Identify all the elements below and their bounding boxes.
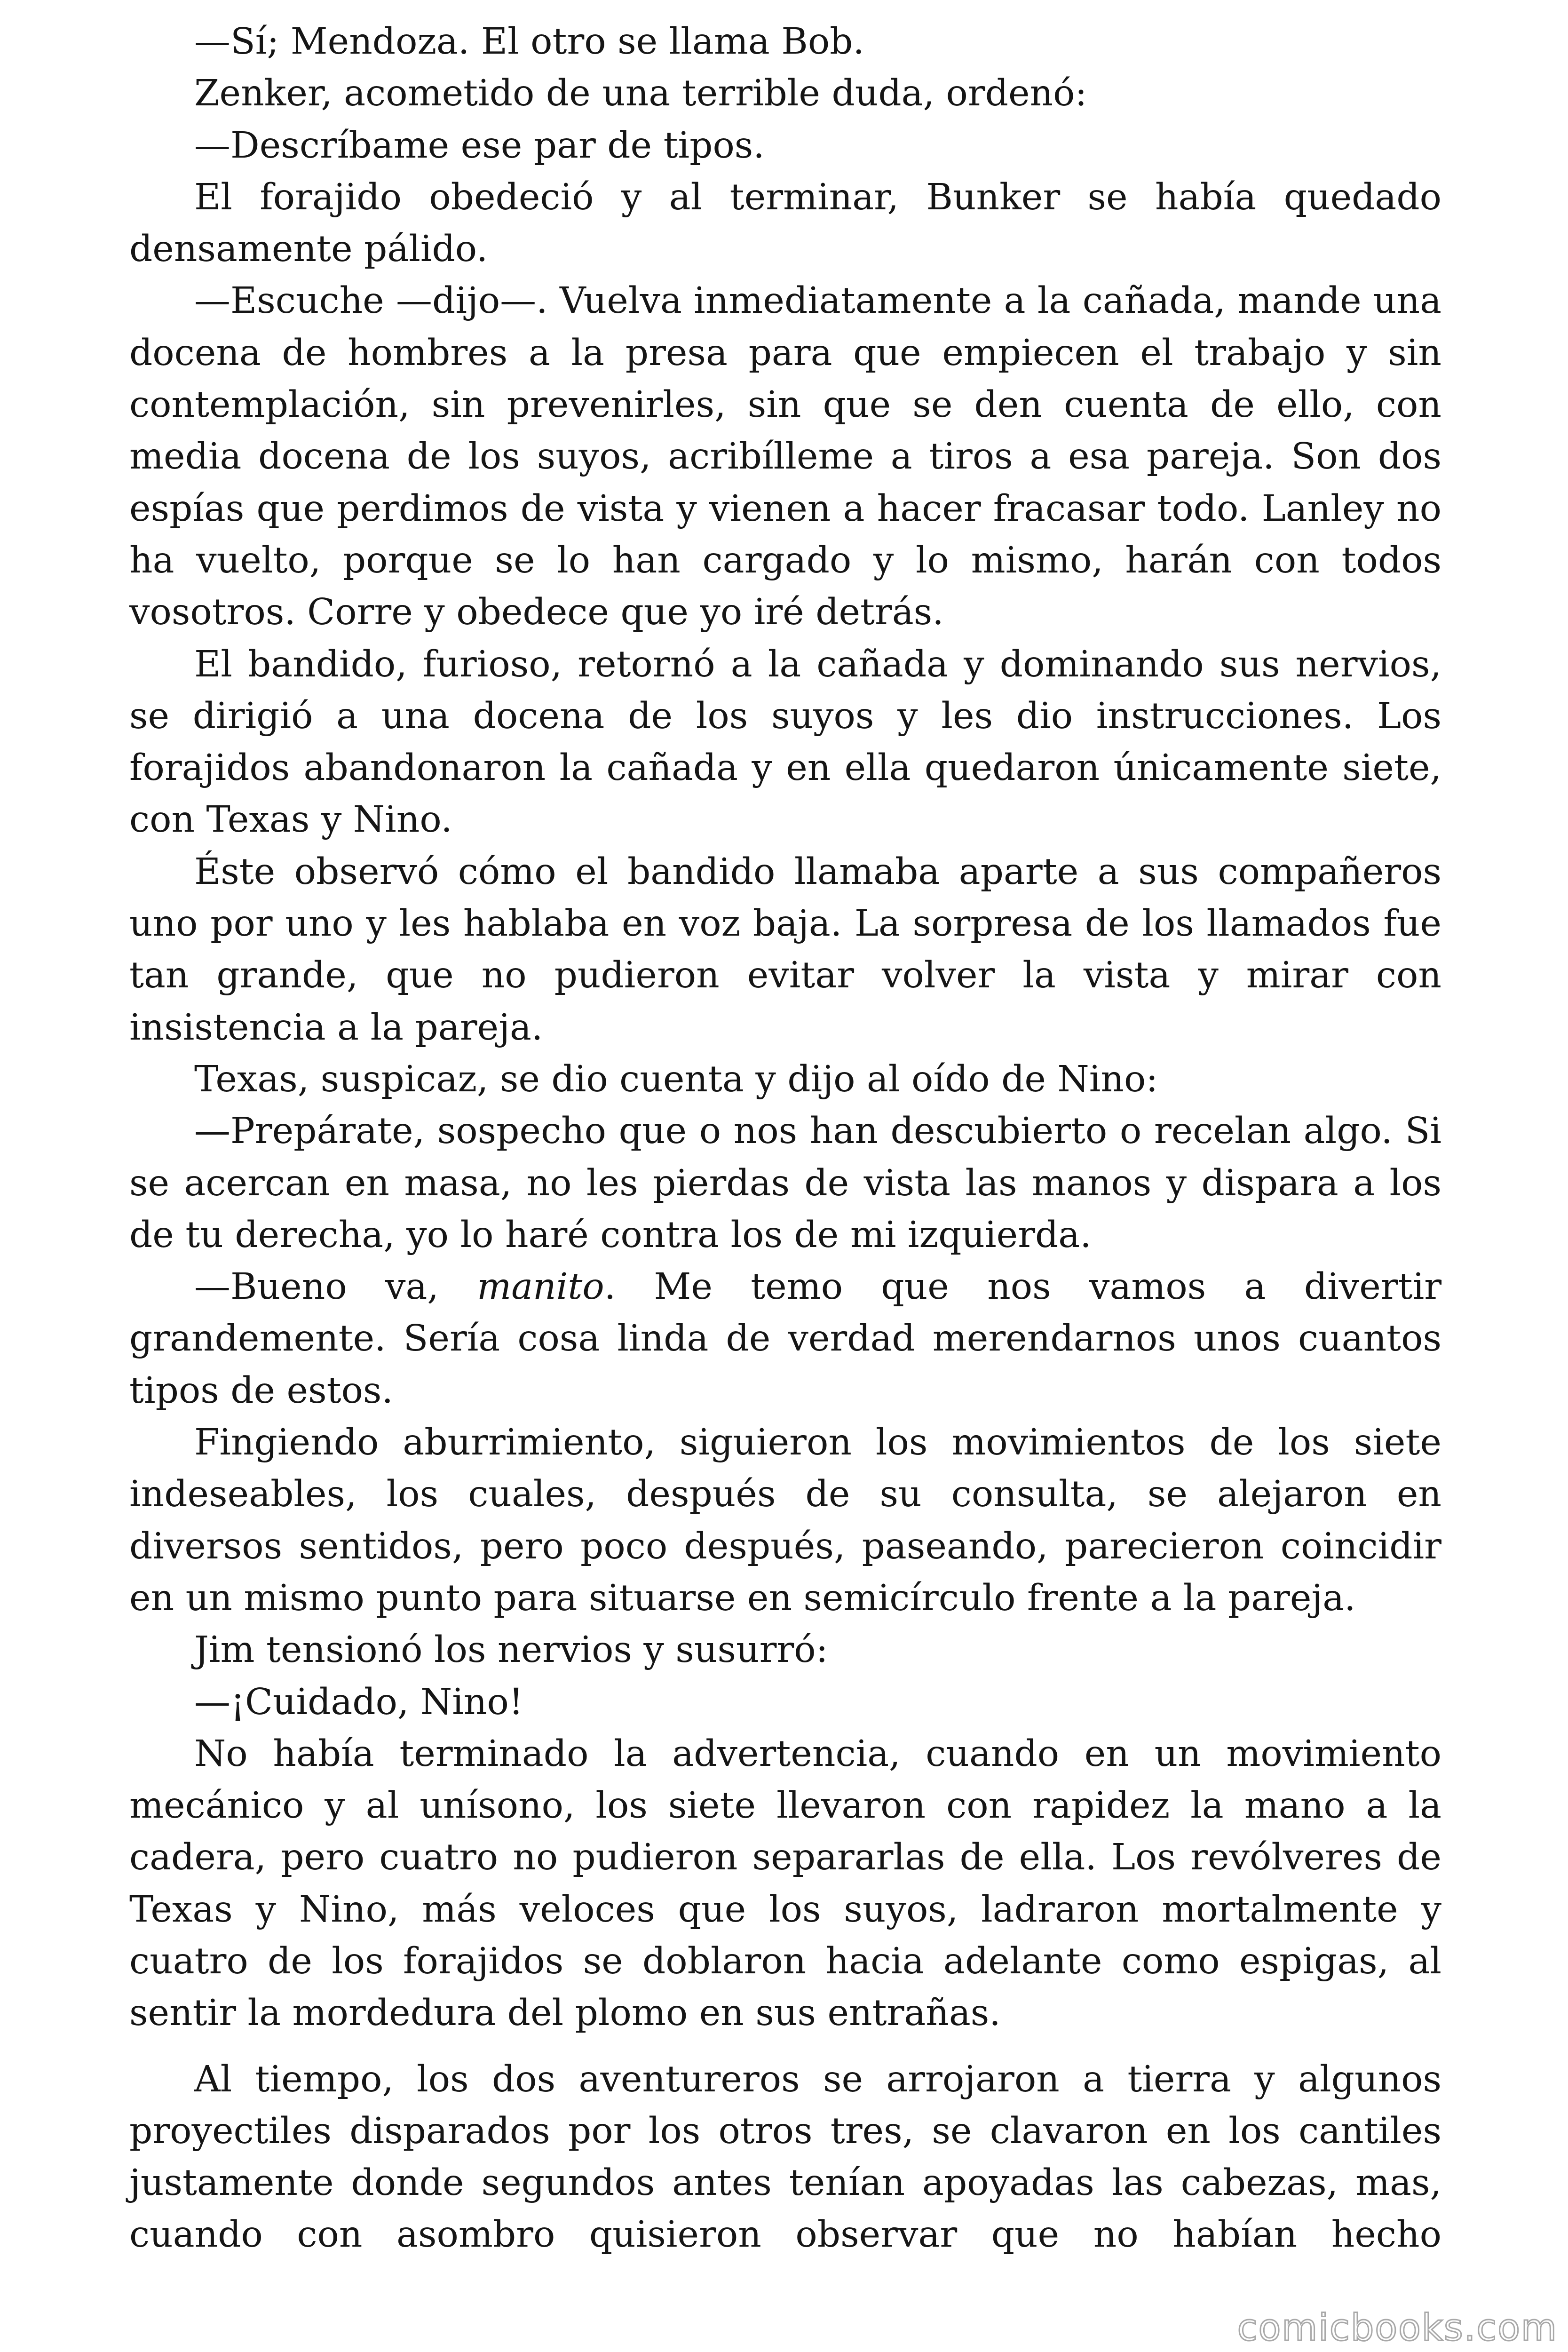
paragraph-continued: Al tiempo, los dos aventureros se arrojaron a tierra y algunos proyectiles disparados por los otros tres, se clavaron en los cantiles justamente donde segundos antes tenían apoyadas las cabezas, mas, cuando con asombro quisieron observar que no habían hecho bbox=[129, 2058, 1441, 2256]
paragraph: —¡Cuidado, Nino! bbox=[194, 1681, 523, 1723]
paragraph: Zenker, acometido de una terrible duda, ordenó: bbox=[194, 72, 1087, 115]
paragraph: El bandido, furioso, retornó a la cañada y dominando sus nervios, se dirigió a una docena de los suyos y les dio instrucciones. Los forajidos abandonaron la cañada y en ella quedaron únicamente siete, con Texas y Nino. bbox=[129, 643, 1441, 841]
paragraph: —Prepárate, sospecho que o nos han descubierto o recelan algo. Si se acercan en masa, no les pierdas de vista las manos y dispara a los de tu derecha, yo lo haré contra los de mi izquierda. bbox=[129, 1110, 1441, 1256]
paragraph: Jim tensionó los nervios y susurró: bbox=[194, 1629, 828, 1671]
paragraph-text: . Me temo que nos vamos a divertir grandemente. Sería cosa linda de verdad merendarnos unos cuantos tipos de estos. bbox=[129, 1266, 1442, 1412]
paragraph-text: —Bueno va, bbox=[194, 1266, 477, 1308]
paragraph: Éste observó cómo el bandido llamaba aparte a sus compañeros uno por uno y les hablaba en voz baja. La sorpresa de los llamados fue tan grande, que no pudieron evitar volver la vista y mirar con insistencia a la pareja. bbox=[129, 850, 1441, 1049]
emphasized-word: manito bbox=[477, 1266, 604, 1308]
paragraph: Fingiendo aburrimiento, siguieron los movimientos de los siete indeseables, los cuales, después de su consulta, se alejaron en diversos sentidos, pero poco después, paseando, parecieron coincidir en un mismo punto para situarse en semicírculo frente a la pareja. bbox=[129, 1422, 1441, 1619]
paragraph-with-emphasis bbox=[129, 1261, 1441, 1417]
paragraph: El forajido obedeció y al terminar, Bunker se había quedado densamente pálido. bbox=[129, 176, 1441, 270]
paragraph: —Descríbame ese par de tipos. bbox=[194, 124, 765, 167]
page-text bbox=[129, 16, 1441, 2261]
watermark-logo: comicbooks.com bbox=[1237, 2307, 1558, 2349]
paragraph: —Escuche —dijo—. Vuelva inmediatamente a la cañada, mande una docena de hombres a la presa para que empiecen el trabajo y sin contemplación, sin prevenirles, sin que se den cuenta de ello, con media docena de los suyos, acribílleme a tiros a esa pareja. Son dos espías que perdimos de vista y vienen a hacer fracasar todo. Lanley no ha vuelto, porque se lo han cargado y lo mismo, harán con todos vosotros. Corre y obedece que yo iré detrás. bbox=[129, 280, 1441, 634]
paragraph: No había terminado la advertencia, cuando en un movimiento mecánico y al unísono, los siete llevaron con rapidez la mano a la cadera, pero cuatro no pudieron separarlas de ella. Los revólveres de Texas y Nino, más veloces que los suyos, ladraron mortalmente y cuatro de los forajidos se doblaron hacia adelante como espigas, al sentir la mordedura del plomo en sus entrañas. bbox=[129, 1732, 1441, 2034]
paragraph: Texas, suspicaz, se dio cuenta y dijo al oído de Nino: bbox=[194, 1058, 1158, 1100]
paragraph: —Sí; Mendoza. El otro se llama Bob. bbox=[194, 21, 864, 63]
